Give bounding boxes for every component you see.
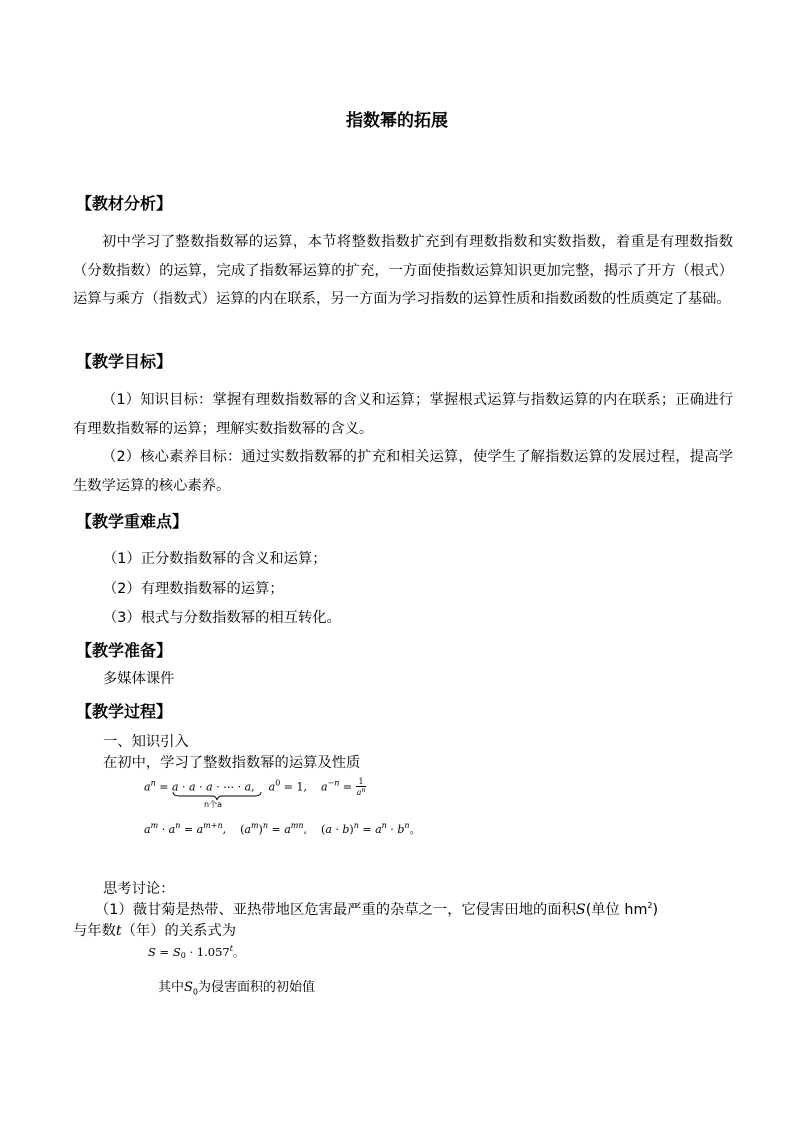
formula-power-rules: $a^m \cdot a^n = a^{m+n}$, $(a^m)^n = a^{mn}$, $(a \cdot b)^n = a^n \cdot b^n$。 bbox=[144, 821, 421, 836]
heading-process: 【教学过程】 bbox=[76, 702, 173, 721]
brace-label: n个a bbox=[204, 800, 222, 809]
subsection-intro: 一、知识引入 bbox=[103, 734, 189, 750]
difficulty-item-3: （3）根式与分数指数幂的相互转化。 bbox=[103, 610, 341, 626]
intro-text: 在初中，学习了整数指数幂的运算及性质 bbox=[103, 755, 361, 771]
analysis-paragraph: 初中学习了整数指数幂的运算，本节将整数指数扩充到有理数指数和实数指数，着重是有理数指数（分数指数）的运算，完成了指数幂运算的扩充，一方面使指数运算知识更加完整，揭示了开方（根式）运算与乘方（指数式）运算的内在联系，另一方面为学习指数的运算性质和指数函数的性质奠定了基础。 bbox=[73, 234, 733, 307]
question-1-line-2: 与年数t（年）的关系式为 bbox=[73, 923, 237, 939]
page-title: 指数幂的拓展 bbox=[346, 111, 448, 131]
goal-item-1: （1）知识目标：掌握有理数指数幂的含义和运算；掌握根式运算与指数运算的内在联系；正确进行有理数指数幂的运算；理解实数指数幂的含义。 bbox=[73, 392, 733, 437]
discussion-label: 思考讨论： bbox=[103, 881, 175, 897]
goal-item-2: （2）核心素养目标：通过实数指数幂的扩充和相关运算，使学生了解指数运算的发展过程，提高学生数学运算的核心素养。 bbox=[73, 449, 733, 494]
formula-note: 其中$S_0$为侵害面积的初始值 bbox=[158, 980, 316, 997]
difficulty-item-2: （2）有理数指数幂的运算； bbox=[103, 581, 284, 597]
heading-preparation: 【教学准备】 bbox=[76, 641, 173, 660]
heading-difficulties: 【教学重难点】 bbox=[76, 512, 189, 531]
heading-analysis: 【教材分析】 bbox=[76, 194, 173, 213]
question-1-line-1: （1）薇甘菊是热带、亚热带地区危害最严重的杂草之一，它侵害田地的面积S(单位 $hm^2$) bbox=[95, 901, 659, 918]
formula-power-definition: $a^n = a \cdot a \cdot a$ · ⋯ · a, $a^0 = 1$, $a^{-n}$ = $\frac{1}{a^n}$ bbox=[144, 777, 366, 797]
preparation-text: 多媒体课件 bbox=[103, 671, 175, 687]
difficulty-item-1: （1）正分数指数幂的含义和运算； bbox=[103, 551, 327, 567]
heading-goals: 【教学目标】 bbox=[76, 352, 173, 371]
formula-growth: $S = S_0 \cdot 1.057^t$。 bbox=[148, 944, 245, 960]
